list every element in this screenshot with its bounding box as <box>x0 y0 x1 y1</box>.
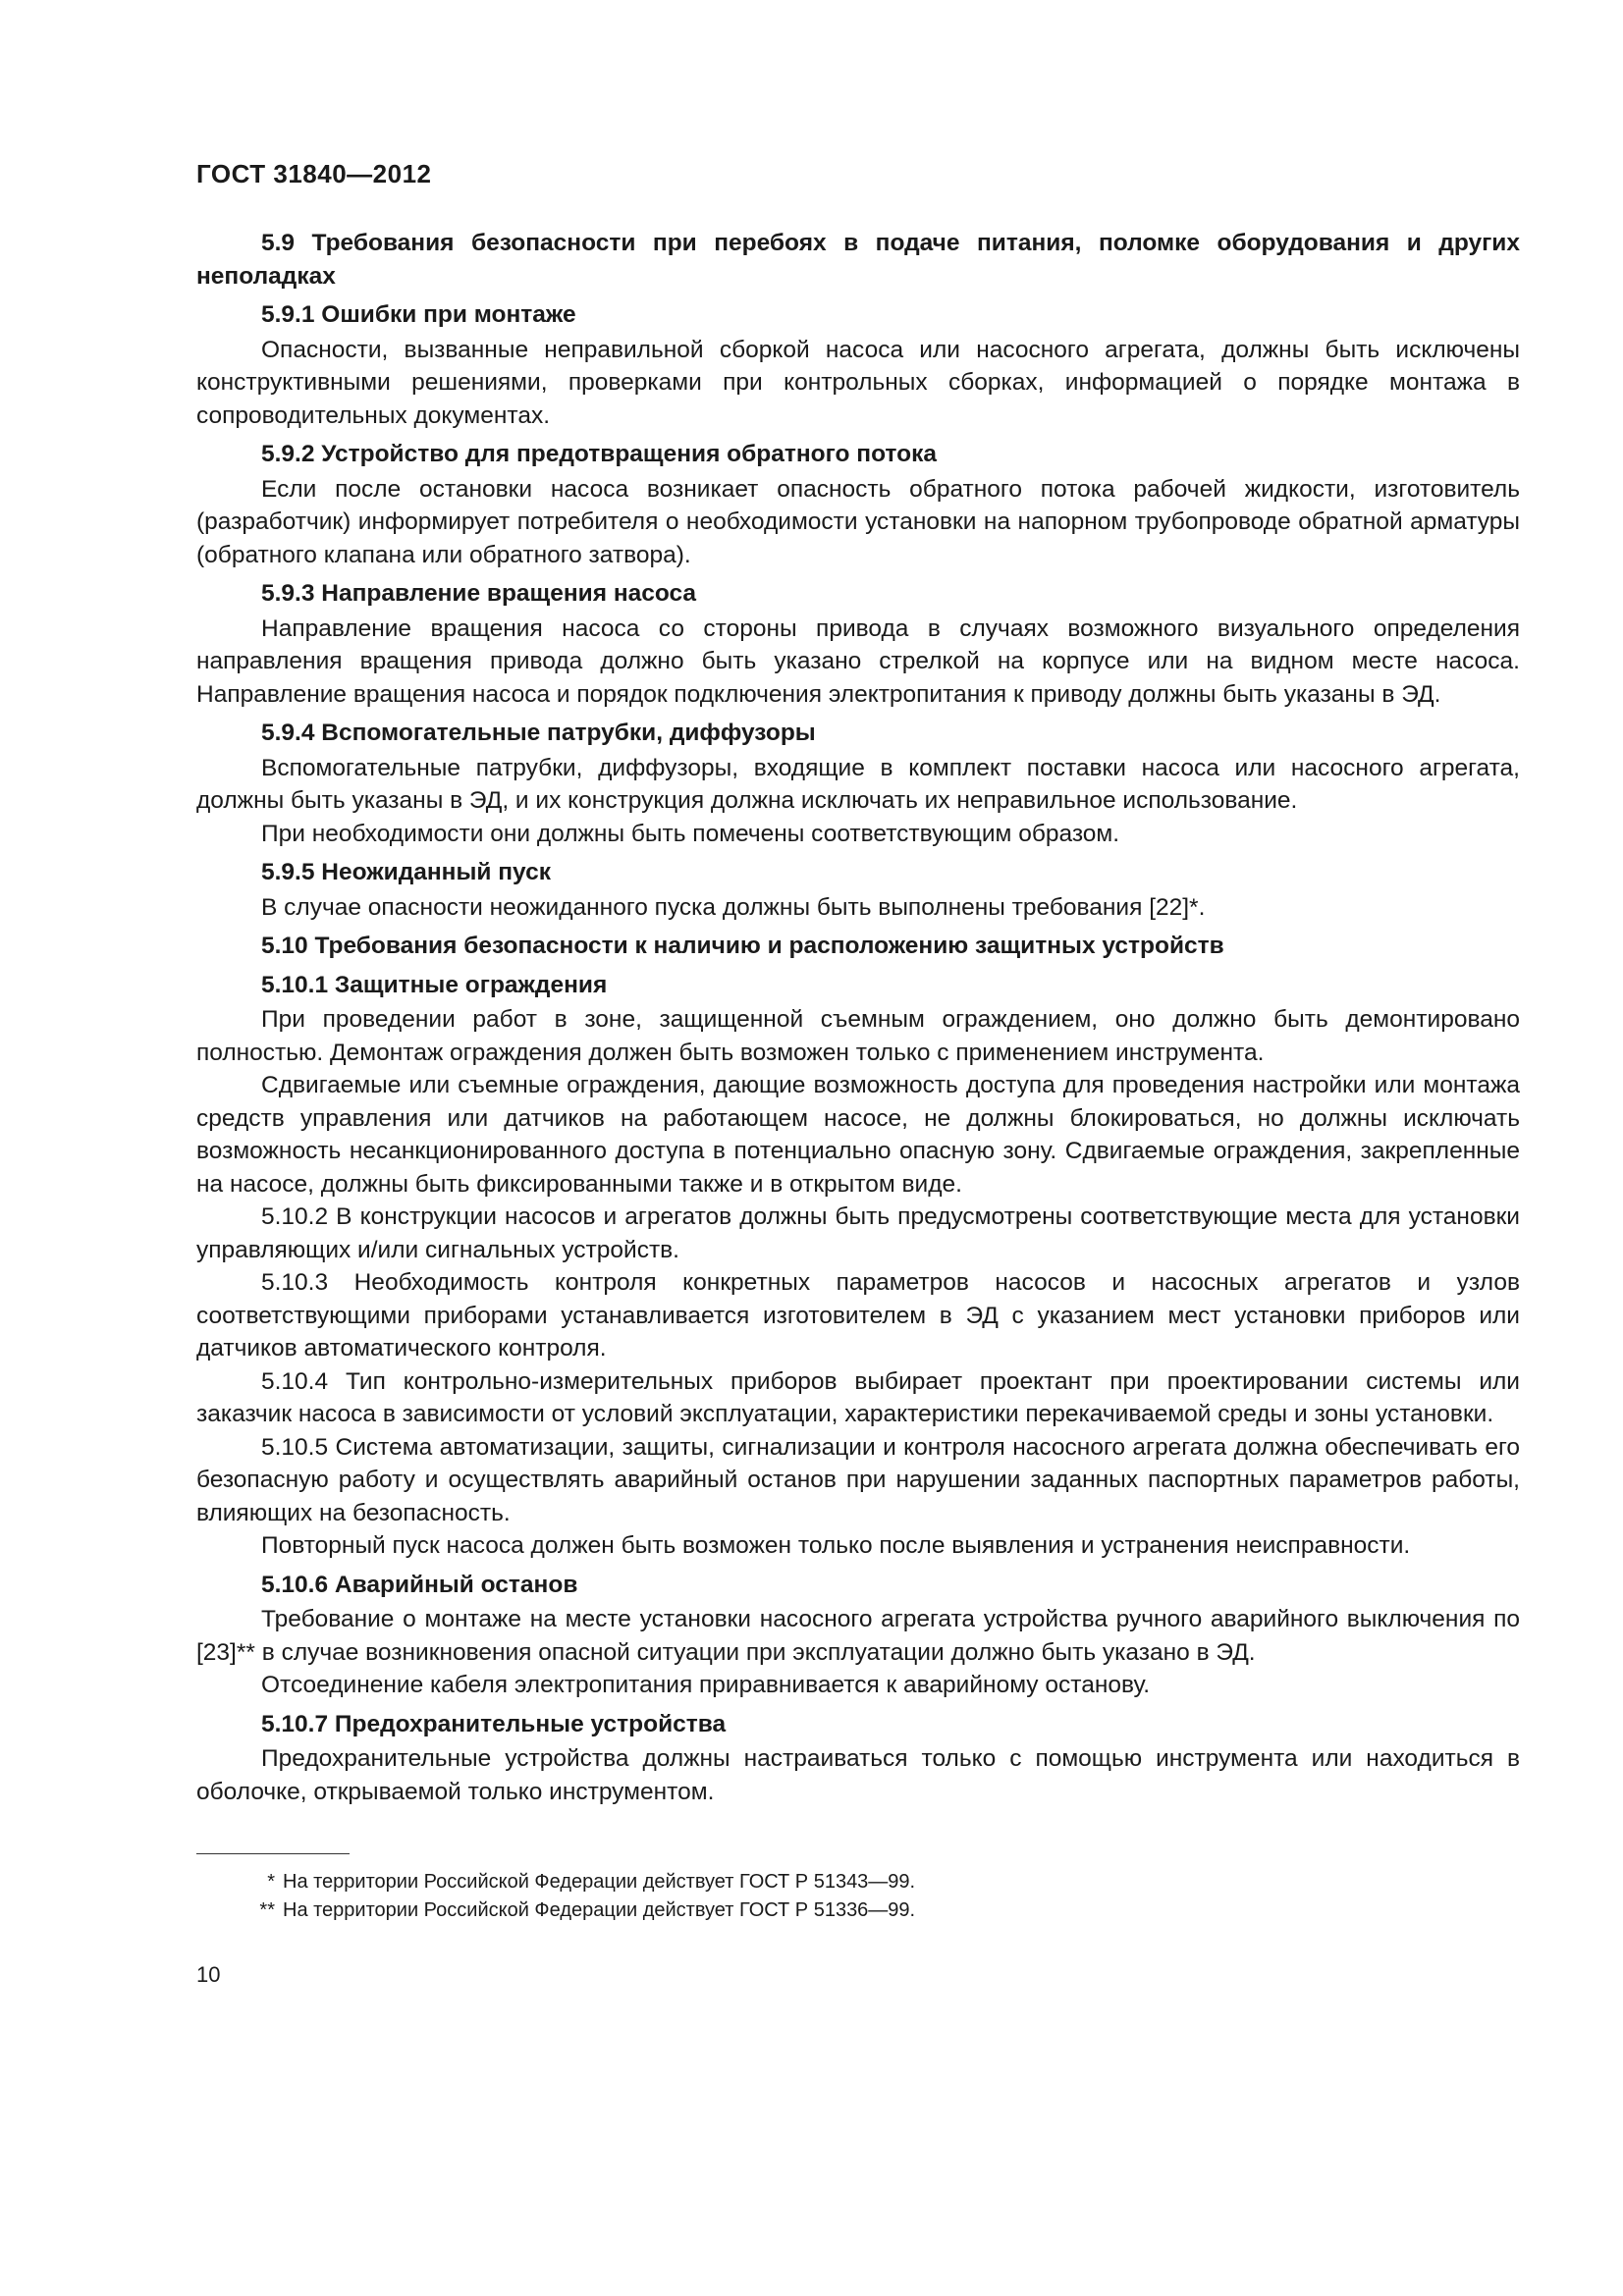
page-number: 10 <box>196 1962 221 1987</box>
footnote <box>196 1896 1520 1925</box>
section-heading-5-9: 5.9 Требования безопасности при перебоях в подаче питания, поломке оборудования и других неполадках <box>196 230 1520 290</box>
section-heading-5-9-1: 5.9.1 Ошибки при монтаже <box>261 301 576 328</box>
paragraph: Если после остановки насоса возникает опасность обратного потока рабочей жидкости, изготовитель (разработчик) информирует потребителя о необходимости установки на напорном трубопроводе обратной арматуры (обратного клапана или обратного затвора). <box>196 475 1520 568</box>
footnote <box>196 1868 1520 1896</box>
paragraph: В случае опасности неожиданного пуска должны быть выполнены требования [22]*. <box>261 893 1206 921</box>
document-page <box>196 159 1520 1988</box>
paragraph-5-10-2: 5.10.2 В конструкции насосов и агрегатов должны быть предусмотрены соответствующие места для установки управляющих и/или сигнальных устройств. <box>196 1203 1520 1263</box>
section-heading-5-10-6: 5.10.6 Аварийный останов <box>261 1571 578 1598</box>
footnote-mark: * <box>267 1871 275 1893</box>
paragraph-5-10-5: 5.10.5 Система автоматизации, защиты, сигнализации и контроля насосного агрегата должна обеспечивать его безопасную работу и осуществлять аварийный останов при нарушении заданных паспортных параметров работы, влияющих на безопасность. <box>196 1433 1520 1526</box>
paragraph: Направление вращения насоса со стороны привода в случаях возможного визуального определения направления вращения привода должно быть указано стрелкой на корпусе или на видном месте насоса. Направление вращения насоса и порядок подключения электропитания к приводу должны быть указаны в ЭД. <box>196 614 1520 708</box>
document-code-header: ГОСТ 31840—2012 <box>196 159 432 188</box>
paragraph: Требование о монтаже на месте установки насосного агрегата устройства ручного аварийного выключения по [23]** в случае возникновения опасной ситуации при эксплуатации должно быть указано в ЭД. <box>196 1606 1520 1666</box>
footnote-text: На территории Российской Федерации действует ГОСТ Р 51343—99. <box>283 1871 916 1893</box>
paragraph: Повторный пуск насоса должен быть возможен только после выявления и устранения неисправности. <box>261 1532 1411 1559</box>
paragraph: Предохранительные устройства должны настраиваться только с помощью инструмента или находиться в оболочке, открываемой только инструментом. <box>196 1745 1520 1805</box>
section-heading-5-10-1: 5.10.1 Защитные ограждения <box>261 971 608 998</box>
paragraph: Сдвигаемые или съемные ограждения, дающие возможность доступа для проведения настройки или монтажа средств управления или датчиков на работающем насосе, не должны блокироваться, но должны исключать возможность несанкционированного доступа в потенциально опасную зону. Сдвигаемые ограждения, закрепленные на насосе, должны быть фиксированными также и в открытом виде. <box>196 1072 1520 1198</box>
paragraph: При необходимости они должны быть помечены соответствующим образом. <box>261 820 1120 847</box>
paragraph-5-10-4: 5.10.4 Тип контрольно-измерительных приборов выбирает проектант при проектировании системы или заказчик насоса в зависимости от условий эксплуатации, характеристики перекачиваемой среды и зоны установки. <box>196 1367 1520 1427</box>
section-heading-5-9-3: 5.9.3 Направление вращения насоса <box>261 580 697 607</box>
footnote-divider <box>196 1853 350 1854</box>
paragraph: Опасности, вызванные неправильной сборкой насоса или насосного агрегата, должны быть исключены конструктивными решениями, проверками при контрольных сборках, информацией о порядке монтажа в сопроводительных документах. <box>196 336 1520 429</box>
paragraph: Отсоединение кабеля электропитания приравнивается к аварийному останову. <box>261 1672 1151 1698</box>
section-heading-5-9-4: 5.9.4 Вспомогательные патрубки, диффузоры <box>261 720 816 746</box>
footnote-text: На территории Российской Федерации действует ГОСТ Р 51336—99. <box>283 1899 916 1921</box>
paragraph-5-10-3: 5.10.3 Необходимость контроля конкретных параметров насосов и насосных агрегатов и узлов соответствующими приборами устанавливается изготовителем в ЭД с указанием мест установки приборов или датчиков автоматического контроля. <box>196 1269 1520 1362</box>
section-heading-5-9-5: 5.9.5 Неожиданный пуск <box>261 859 551 885</box>
section-heading-5-10: 5.10 Требования безопасности к наличию и расположению защитных устройств <box>261 933 1224 959</box>
paragraph: При проведении работ в зоне, защищенной съемным ограждением, оно должно быть демонтировано полностью. Демонтаж ограждения должен быть возможен только с применением инструмента. <box>196 1006 1520 1066</box>
section-heading-5-10-7: 5.10.7 Предохранительные устройства <box>261 1710 727 1737</box>
footnote-mark: ** <box>259 1899 275 1921</box>
section-heading-5-9-2: 5.9.2 Устройство для предотвращения обратного потока <box>261 441 937 467</box>
paragraph: Вспомогательные патрубки, диффузоры, входящие в комплект поставки насоса или насосного агрегата, должны быть указаны в ЭД, и их конструкция должна исключать их неправильное использование. <box>196 754 1520 814</box>
